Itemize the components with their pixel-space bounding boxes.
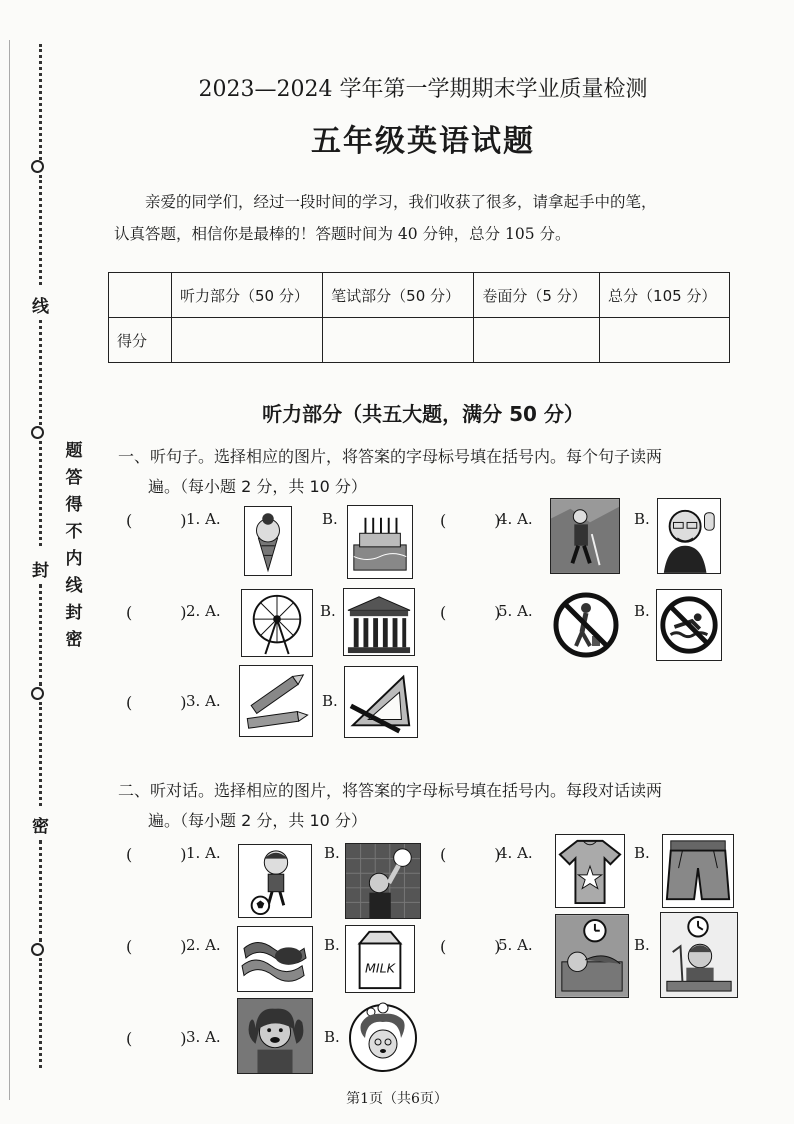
- binding-notice: [64, 438, 84, 654]
- option-b-label: B.: [634, 510, 650, 528]
- page-footer: 第1页（共6页）: [346, 1091, 448, 1107]
- option-b-label: B.: [634, 602, 650, 620]
- question-number: 1. A.: [186, 844, 221, 862]
- notice-char: 不: [65, 522, 83, 542]
- score-cell-total[interactable]: [600, 318, 730, 363]
- question-number: 1. A.: [186, 510, 221, 528]
- pencils-icon[interactable]: [239, 665, 313, 737]
- set-squares-icon[interactable]: [344, 666, 418, 738]
- answer-blank[interactable]: ( ): [440, 845, 501, 864]
- score-header-listening: 听力部分（50 分）: [172, 273, 323, 318]
- answer-blank[interactable]: ( ): [126, 845, 187, 864]
- question-number: 4. A.: [498, 844, 533, 862]
- score-cell-neatness[interactable]: [474, 318, 600, 363]
- option-b-label: B.: [324, 936, 340, 954]
- answer-blank[interactable]: ( ): [126, 1029, 187, 1048]
- exam-title: 2023—2024 学年第一学期期末学业质量检测: [198, 77, 648, 102]
- no-littering-sign-icon[interactable]: [552, 588, 620, 662]
- part2-instr-line-1: 二、听对话。选择相应的图片，将答案的字母标号填在括号内。每段对话读两: [118, 781, 663, 800]
- option-b-label: B.: [322, 510, 338, 528]
- score-row-label: 得分: [109, 318, 172, 363]
- binding-dotted-line: [39, 584, 42, 686]
- subject-title: 五年级英语试题: [311, 124, 535, 159]
- score-header-writing: 笔试部分（50 分）: [323, 273, 474, 318]
- score-cell-listening[interactable]: [172, 318, 323, 363]
- binding-dotted-line: [39, 958, 42, 1068]
- score-table: [108, 272, 730, 363]
- intro-line-1: 亲爱的同学们，经过一段时间的学习，我们收获了很多，请拿起手中的笔，: [145, 193, 657, 211]
- answer-blank[interactable]: ( ): [126, 693, 187, 712]
- binding-dotted-line: [39, 175, 42, 285]
- shorts-icon[interactable]: [662, 834, 734, 908]
- no-swimming-sign-icon[interactable]: [656, 589, 722, 661]
- score-cell-writing[interactable]: [323, 318, 474, 363]
- binding-margin: [0, 0, 90, 1124]
- binding-char-mi: 密: [32, 817, 49, 837]
- binding-dotted-line: [39, 441, 42, 546]
- ferris-wheel-icon[interactable]: [241, 589, 313, 657]
- binding-char-xian: 线: [32, 297, 49, 317]
- ice-cream-icon[interactable]: [244, 506, 292, 576]
- notice-char: 线: [65, 576, 83, 596]
- part2-instructions: [118, 776, 738, 836]
- option-b-label: B.: [634, 844, 650, 862]
- binding-circle: [31, 687, 44, 700]
- question-number: 2. A.: [186, 936, 221, 954]
- girl-eating-icon[interactable]: [237, 998, 313, 1074]
- answer-blank[interactable]: ( ): [126, 937, 187, 956]
- question-number: 3. A.: [186, 692, 221, 710]
- binding-circle: [31, 426, 44, 439]
- birthday-cake-icon[interactable]: [347, 505, 413, 579]
- museum-building-icon[interactable]: [343, 588, 415, 656]
- option-b-label: B.: [324, 1028, 340, 1046]
- old-man-waving-icon[interactable]: [657, 498, 721, 574]
- binding-char-feng: 封: [32, 561, 49, 581]
- answer-blank[interactable]: ( ): [126, 603, 187, 622]
- goalkeeper-icon[interactable]: [345, 843, 421, 919]
- option-b-label: B.: [322, 692, 338, 710]
- part2-instr-line-2: 遍。（每小题 2 分，共 10 分）: [148, 811, 367, 830]
- question-number: 3. A.: [186, 1028, 221, 1046]
- option-b-label: B.: [324, 844, 340, 862]
- old-man-walking-icon[interactable]: [550, 498, 620, 574]
- boy-football-icon[interactable]: [238, 844, 312, 918]
- binding-circle: [31, 160, 44, 173]
- binding-dotted-line: [39, 44, 42, 160]
- question-number: 5. A.: [498, 602, 533, 620]
- boy-sleeping-icon[interactable]: [555, 914, 629, 998]
- question-number: 5. A.: [498, 936, 533, 954]
- part1-instr-line-2: 遍。（每小题 2 分，共 10 分）: [148, 477, 367, 496]
- option-b-label: B.: [320, 602, 336, 620]
- milk-carton-icon[interactable]: [345, 925, 415, 993]
- score-table-header-row: [109, 273, 730, 318]
- score-header-neatness: 卷面分（5 分）: [474, 273, 600, 318]
- answer-blank[interactable]: ( ): [126, 511, 187, 530]
- milk-label: MILK: [365, 960, 395, 976]
- option-b-label: B.: [634, 936, 650, 954]
- part1-instr-line-1: 一、听句子。选择相应的图片，将答案的字母标号填在括号内。每个句子读两: [118, 447, 663, 466]
- score-table-corner: [109, 273, 172, 318]
- notice-char: 封: [65, 603, 83, 623]
- part1-instructions: [118, 442, 738, 502]
- page-edge-line: [9, 40, 10, 1100]
- listening-section-title: 听力部分（共五大题，满分 50 分）: [262, 402, 584, 426]
- intro-line-2: 认真答题，相信你是最棒的！答题时间为 40 分钟，总分 105 分。: [114, 225, 571, 243]
- question-number: 4. A.: [498, 510, 533, 528]
- notice-char: 题: [65, 441, 83, 461]
- bacon-food-icon[interactable]: [237, 926, 313, 992]
- answer-blank[interactable]: ( ): [440, 511, 501, 530]
- girl-thinking-icon[interactable]: [345, 998, 421, 1074]
- t-shirt-icon[interactable]: [555, 834, 625, 908]
- notice-char: 密: [65, 630, 83, 650]
- notice-char: 答: [65, 468, 83, 488]
- answer-blank[interactable]: ( ): [440, 603, 501, 622]
- binding-dotted-line: [39, 320, 42, 425]
- notice-char: 内: [65, 549, 83, 569]
- binding-dotted-line: [39, 840, 42, 942]
- score-table-row: [109, 318, 730, 363]
- question-number: 2. A.: [186, 602, 221, 620]
- binding-dotted-line: [39, 702, 42, 806]
- notice-char: 得: [65, 495, 83, 515]
- binding-circle: [31, 943, 44, 956]
- intro-paragraph: [114, 186, 736, 250]
- answer-blank[interactable]: ( ): [440, 937, 501, 956]
- score-header-total: 总分（105 分）: [600, 273, 730, 318]
- boy-studying-icon[interactable]: [660, 912, 738, 998]
